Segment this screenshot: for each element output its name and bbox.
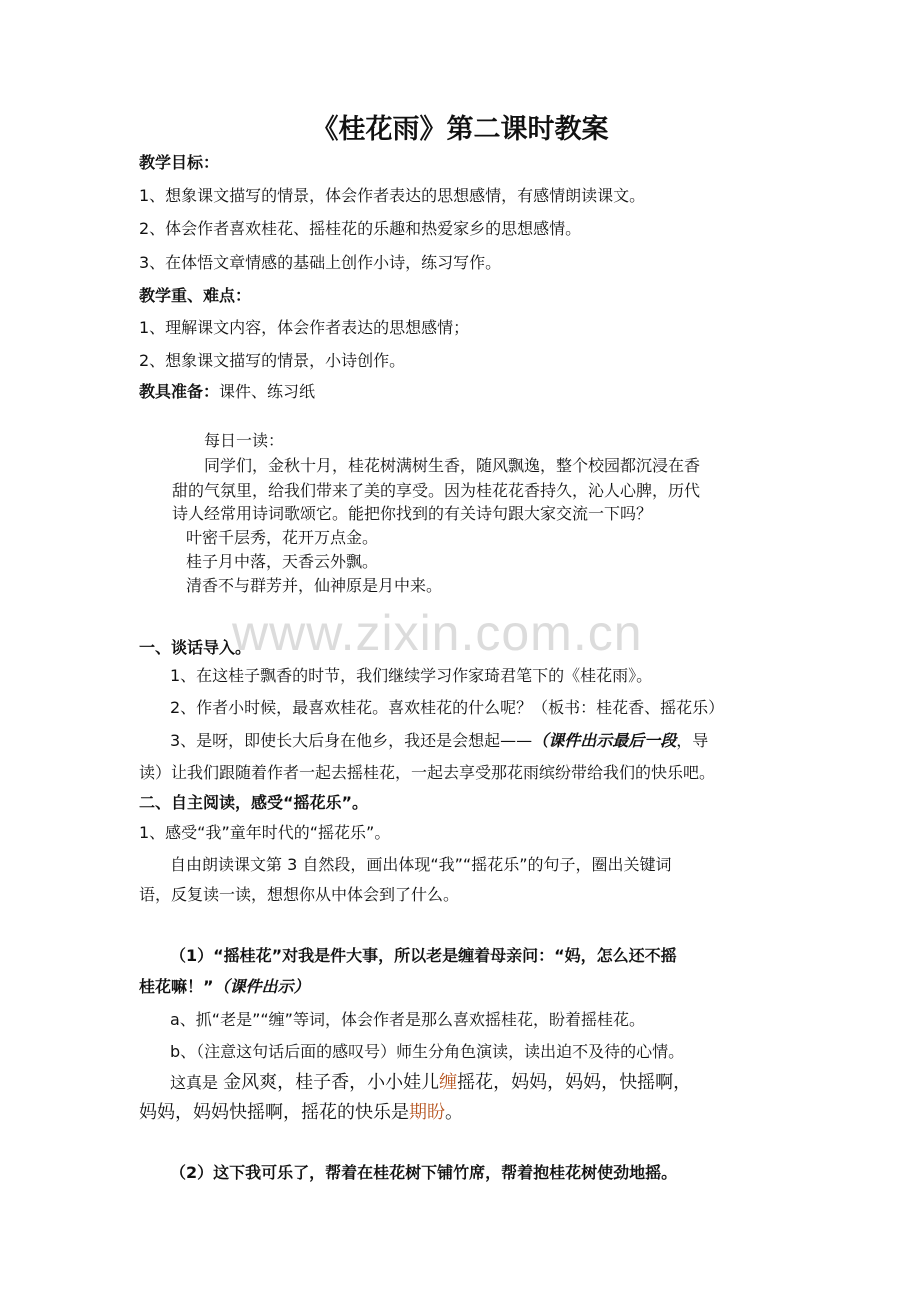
section-2-heading: 二、自主阅读，感受“摇花乐”。 <box>139 793 369 812</box>
key-point-item: 2、想象课文描写的情景，小诗创作。 <box>139 351 406 370</box>
rhyme-line <box>170 1070 691 1096</box>
analysis-b: b、（注意这句话后面的感叹号）师生分角色演读，读出迫不及待的心情。 <box>170 1042 685 1061</box>
poem-line: 桂子月中落，天香云外飘。 <box>186 552 379 571</box>
daily-reading-text: 同学们，金秋十月，桂花树满树生香，随风飘逸，整个校园都沉浸在香 <box>204 456 701 475</box>
question-1: （1）“摇桂花”对我是件大事，所以老是缠着母亲问：“妈，怎么还不摇 <box>170 946 677 965</box>
preparation-line <box>139 381 315 403</box>
preparation-label: 教具准备： <box>139 382 220 401</box>
watermark: www.zixin.com.cn <box>232 605 643 661</box>
section-2-text: 语，反复读一读，想想你从中体会到了什么。 <box>139 885 460 904</box>
section-2-item: 1、感受“我”童年时代的“摇花乐”。 <box>139 823 391 842</box>
poem-line: 清香不与群芳并，仙神原是月中来。 <box>186 576 443 595</box>
daily-reading-heading: 每日一读： <box>204 431 285 450</box>
rhyme-text: 摇花，妈妈，妈妈，快摇啊， <box>457 1072 692 1093</box>
key-points-heading: 教学重、难点： <box>139 286 252 305</box>
rhyme-intro: 这真是 <box>170 1073 219 1092</box>
rhyme-text: 金风爽，桂子香，小小娃儿 <box>223 1072 440 1093</box>
rhyme-highlight: 缠 <box>439 1072 458 1093</box>
daily-reading-text: 诗人经常用诗词歌颂它。能把你找到的有关诗句跟大家交流一下吗？ <box>172 504 653 523</box>
objective-item: 2、体会作者喜欢桂花、摇桂花的乐趣和热爱家乡的思想感情。 <box>139 219 582 238</box>
objective-item: 1、想象课文描写的情景，体会作者表达的思想感情，有感情朗读课文。 <box>139 186 646 205</box>
rhyme-text: 。 <box>445 1102 463 1123</box>
rhyme-line <box>139 1100 463 1126</box>
section-1-text: 3、是呀，即使长大后身在他乡，我还是会想起—— <box>170 731 533 750</box>
section-1-item: 2、作者小时候，最喜欢桂花。喜欢桂花的什么呢？（板书：桂花香、摇花乐） <box>170 698 725 717</box>
objective-item: 3、在体悟文章情感的基础上创作小诗，练习写作。 <box>139 253 502 272</box>
question-1-text: 桂花嘛！” <box>139 977 214 996</box>
rhyme-highlight: 期盼 <box>409 1102 445 1123</box>
section-1-item: 1、在这桂子飘香的时节，我们继续学习作家琦君笔下的《桂花雨》。 <box>170 666 653 685</box>
rhyme-text: 妈妈，妈妈快摇啊，摇花的快乐是 <box>139 1102 409 1123</box>
objectives-heading: 教学目标： <box>139 153 220 172</box>
key-point-item: 1、理解课文内容，体会作者表达的思想感情； <box>139 318 470 337</box>
section-1-heading: 一、谈话导入。 <box>139 638 252 657</box>
courseware-note: （课件出示） <box>213 977 310 996</box>
poem-line: 叶密千层秀，花开万点金。 <box>186 528 379 547</box>
section-1-text: 读）让我们跟随着作者一起去摇桂花，一起去享受那花雨缤纷带给我们的快乐吧。 <box>139 763 716 782</box>
section-2-text: 自由朗读课文第 3 自然段，画出体现“我”“摇花乐”的句子，圈出关键词 <box>170 855 672 874</box>
question-2: （2）这下我可乐了，帮着在桂花树下铺竹席，帮着抱桂花树使劲地摇。 <box>170 1163 678 1182</box>
question-1-continued <box>139 976 310 998</box>
section-1-item <box>170 730 708 752</box>
analysis-a: a、抓“老是”“缠”等词，体会作者是那么喜欢摇桂花，盼着摇桂花。 <box>170 1010 645 1029</box>
page-title: 《桂花雨》第二课时教案 <box>311 114 609 145</box>
section-1-text: ，导 <box>676 731 709 750</box>
courseware-note: （课件出示最后一段 <box>532 731 677 750</box>
preparation-value: 课件、练习纸 <box>219 382 316 401</box>
daily-reading-text: 甜的气氛里，给我们带来了美的享受。因为桂花花香持久，沁人心脾，历代 <box>172 481 701 500</box>
